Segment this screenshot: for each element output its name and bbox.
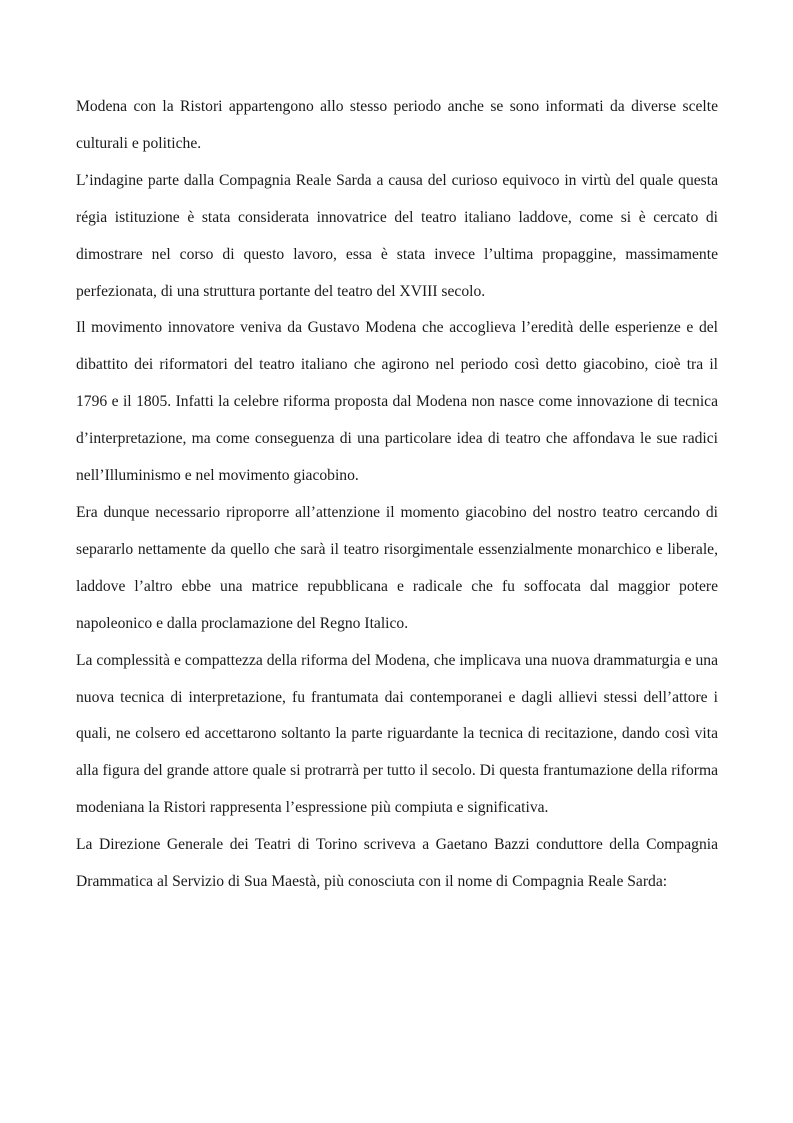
paragraph-4: Era dunque necessario riproporre all’attenzione il momento giacobino del nostro teatro cercando di separarlo nettamente da quello che sarà il teatro risorgimentale essenzialmente monarchico e liberale, laddove l’altro ebbe una matrice repubblicana e radicale che fu soffocata dal maggior potere napoleonico e dalla proclamazione del Regno Italico. bbox=[76, 503, 718, 632]
body-text bbox=[76, 89, 718, 901]
paragraph-2: L’indagine parte dalla Compagnia Reale Sarda a causa del curioso equivoco in virtù del quale questa régia istituzione è stata considerata innovatrice del teatro italiano laddove, come si è cercato di dimostrare nel corso di questo lavoro, essa è stata invece l’ultima propaggine, massimamente perfezionata, di una struttura portante del teatro del XVIII secolo. bbox=[76, 171, 718, 300]
paragraph-1: Modena con la Ristori appartengono allo stesso periodo anche se sono informati da diverse scelte culturali e politiche. bbox=[76, 98, 718, 152]
paragraph-6: La Direzione Generale dei Teatri di Torino scriveva a Gaetano Bazzi conduttore della Compagnia Drammatica al Servizio di Sua Maestà, più conosciuta con il nome di Compagnia Reale Sarda: bbox=[76, 836, 718, 891]
paragraph-5: La complessità e compattezza della riforma del Modena, che implicava una nuova drammaturgia e una nuova tecnica di interpretazione, fu frantumata dai contemporanei e dagli allievi stessi dell’attore i quali, ne colsero ed accettarono soltanto la parte riguardante la tecnica di recitazione, dando così vita alla figura del grande attore quale si protrarrà per tutto il secolo. Di questa frantumazione della riforma modeniana la Ristori rappresenta l’espressione più compiuta e significativa. bbox=[76, 651, 718, 817]
paragraph-3: Il movimento innovatore veniva da Gustavo Modena che accoglieva l’eredità delle esperienze e del dibattito dei riformatori del teatro italiano che agirono nel periodo così detto giacobino, cioè tra il 1796 e il 1805. Infatti la celebre riforma proposta dal Modena non nasce come innovazione di tecnica d’interpretazione, ma come conseguenza di una particolare idea di teatro che affondava le sue radici nell’Illuminismo e nel movimento giacobino. bbox=[76, 319, 718, 485]
